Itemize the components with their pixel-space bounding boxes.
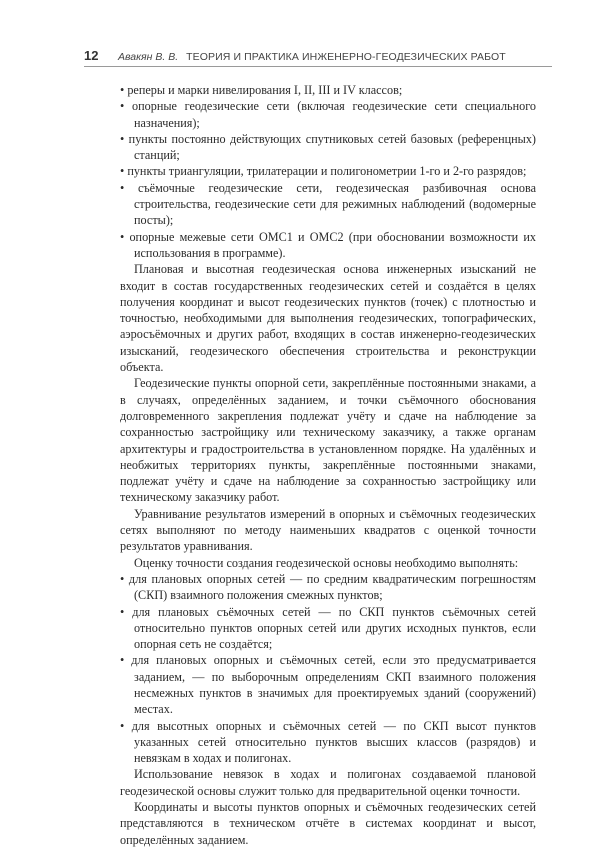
- header-rule: [84, 66, 552, 67]
- list-item: • для плановых опорных и съёмочных сетей, если это предусматривается заданием, — по выборочным определениям СКП взаимного положения несмежных пунктов в значимых для проектируемых зданий (сооружений) местах.: [120, 653, 536, 717]
- paragraph-accuracy-intro: Оценку точности создания геодезической основы необходимо выполнять:: [134, 555, 519, 570]
- list-item: • опорные межевые сети ОМС1 и ОМС2 (при обосновании возможности их использования в программе).: [120, 229, 536, 260]
- paragraph-coordinates: Координаты и высоты пунктов опорных и съёмочных геодезических сетей представляются в техническом отчёте в системах координат и высот, определённых заданием.: [120, 800, 536, 847]
- list-item: • реперы и марки нивелирования I, II, III и IV классов;: [120, 83, 403, 97]
- running-header-author: Авакян В. В.: [118, 51, 179, 63]
- paragraph-adjustment: Уравнивание результатов измерений в опорных и съёмочных геодезических сетях выполняют по методу наименьших квадратов с оценкой точности результатов уравнивания.: [120, 506, 536, 554]
- paragraph-geodetic-basis: Плановая и высотная геодезическая основа инженерных изысканий не входит в состав государственных геодезических сетей и создаётся в целях получения координат и высот геодезических пунктов (точек) с плотностью и точностью, необходимыми для выполнения геодезических, топографических, аэросъёмочных и других работ, входящих в состав инженерно-геодезических изысканий, геодезического обеспечения строительства и реконструкции объекта.: [120, 262, 536, 375]
- list-item: • пункты постоянно действующих спутниковых сетей базовых (референцных) станций;: [120, 131, 536, 163]
- running-header: [84, 48, 552, 64]
- paragraph-reference-points: Геодезические пункты опорной сети, закреплённые постоянными знаками, а в случаях, определённых заданием, и точки съёмочного обоснования долговременного закрепления подлежат учёту и сдаче на наблюдение за сохранностью застройщику или техническому заказчику, а также органам архитектуры и градостроительства в установленном порядке. На удалённых и необжитых территориях пункты, закреплённые постоянными знаками, подлежат учёту и сдаче на наблюдение за сохранностью застройщику или техническому заказчику работ.: [120, 376, 536, 505]
- list-item: • опорные геодезические сети (включая геодезические сети специального назначения);: [120, 99, 536, 130]
- page-body: [120, 82, 536, 848]
- list-item: • для высотных опорных и съёмочных сетей — по СКП высот пунктов указанных сетей относительно пунктов высших классов (разрядов) и невязкам в ходах и полигонах.: [120, 718, 536, 766]
- list-item: • пункты триангуляции, трилатерации и полигонометрии 1-го и 2-го разрядов;: [120, 164, 527, 179]
- paragraph-misclosures: Использование невязок в ходах и полигонах создаваемой плановой геодезической основы служит только для предварительной оценки точности.: [120, 767, 536, 798]
- running-header-title: ТЕОРИЯ И ПРАКТИКА ИНЖЕНЕРНО-ГЕОДЕЗИЧЕСКИХ РАБОТ: [186, 51, 506, 63]
- list-item: • съёмочные геодезические сети, геодезическая разбивочная основа строительства, геодезические сети для режимных наблюдений (водомерные посты);: [120, 180, 536, 228]
- list-item: • для плановых съёмочных сетей — по СКП пунктов съёмочных сетей относительно пунктов опорных сетей или других исходных пунктов, если опорная сеть не создаётся;: [120, 604, 536, 652]
- list-item: • для плановых опорных сетей — по средним квадратическим погрешностям (СКП) взаимного положения смежных пунктов;: [120, 571, 536, 603]
- page-number: 12: [84, 48, 99, 63]
